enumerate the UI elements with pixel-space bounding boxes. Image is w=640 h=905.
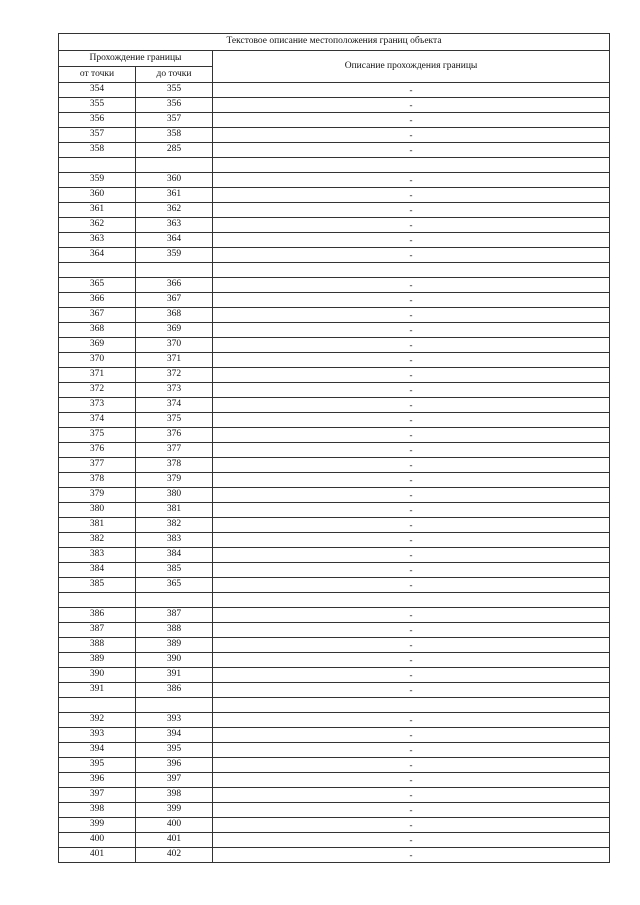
boundary-description-cell bbox=[213, 263, 610, 278]
from-point-cell: 356 bbox=[59, 113, 136, 128]
to-point-cell: 398 bbox=[136, 788, 213, 803]
table-row bbox=[59, 818, 610, 833]
to-point-cell bbox=[136, 158, 213, 173]
boundary-description-cell: - bbox=[213, 113, 610, 128]
to-point-cell: 401 bbox=[136, 833, 213, 848]
to-point-cell: 387 bbox=[136, 608, 213, 623]
table-row bbox=[59, 398, 610, 413]
boundary-description-cell: - bbox=[213, 128, 610, 143]
to-point-cell: 377 bbox=[136, 443, 213, 458]
to-point-cell: 285 bbox=[136, 143, 213, 158]
from-point-cell: 359 bbox=[59, 173, 136, 188]
table-row bbox=[59, 248, 610, 263]
table-row bbox=[59, 308, 610, 323]
boundary-description-cell: - bbox=[213, 458, 610, 473]
to-point-cell: 394 bbox=[136, 728, 213, 743]
from-point-cell: 377 bbox=[59, 458, 136, 473]
boundary-description-cell: - bbox=[213, 743, 610, 758]
table-row bbox=[59, 443, 610, 458]
to-point-cell: 362 bbox=[136, 203, 213, 218]
from-point-cell: 384 bbox=[59, 563, 136, 578]
boundary-description-cell: - bbox=[213, 848, 610, 863]
from-point-cell: 395 bbox=[59, 758, 136, 773]
to-point-cell bbox=[136, 593, 213, 608]
boundary-description-cell: - bbox=[213, 758, 610, 773]
table-row bbox=[59, 548, 610, 563]
boundary-description-cell: - bbox=[213, 638, 610, 653]
table-row bbox=[59, 173, 610, 188]
from-point-cell: 363 bbox=[59, 233, 136, 248]
boundary-description-cell: - bbox=[213, 323, 610, 338]
boundary-description-cell: - bbox=[213, 398, 610, 413]
from-point-cell: 398 bbox=[59, 803, 136, 818]
to-point-cell: 389 bbox=[136, 638, 213, 653]
from-point-cell: 379 bbox=[59, 488, 136, 503]
from-point-cell: 400 bbox=[59, 833, 136, 848]
from-point-cell: 369 bbox=[59, 338, 136, 353]
table-body bbox=[59, 83, 610, 863]
table-row bbox=[59, 788, 610, 803]
boundary-description-cell bbox=[213, 593, 610, 608]
table-row bbox=[59, 803, 610, 818]
boundary-description-cell: - bbox=[213, 803, 610, 818]
boundary-description-cell: - bbox=[213, 188, 610, 203]
boundary-description-cell: - bbox=[213, 353, 610, 368]
table-row bbox=[59, 368, 610, 383]
to-point-cell: 359 bbox=[136, 248, 213, 263]
from-point-cell bbox=[59, 158, 136, 173]
from-point-cell: 358 bbox=[59, 143, 136, 158]
from-point-cell: 394 bbox=[59, 743, 136, 758]
to-point-cell: 366 bbox=[136, 278, 213, 293]
from-point-cell: 360 bbox=[59, 188, 136, 203]
to-point-cell: 369 bbox=[136, 323, 213, 338]
from-point-cell: 361 bbox=[59, 203, 136, 218]
boundary-description-cell: - bbox=[213, 143, 610, 158]
from-point-cell: 375 bbox=[59, 428, 136, 443]
from-point-cell: 401 bbox=[59, 848, 136, 863]
table-row bbox=[59, 188, 610, 203]
boundary-description-cell: - bbox=[213, 473, 610, 488]
from-point-cell: 382 bbox=[59, 533, 136, 548]
boundary-description-cell: - bbox=[213, 518, 610, 533]
table-row bbox=[59, 413, 610, 428]
table-row bbox=[59, 698, 610, 713]
boundary-description-cell: - bbox=[213, 623, 610, 638]
boundary-description-cell: - bbox=[213, 278, 610, 293]
from-point-cell: 391 bbox=[59, 683, 136, 698]
table-row bbox=[59, 263, 610, 278]
table-row bbox=[59, 833, 610, 848]
to-point-cell: 379 bbox=[136, 473, 213, 488]
table-row bbox=[59, 593, 610, 608]
to-point-cell: 360 bbox=[136, 173, 213, 188]
boundary-description-cell: - bbox=[213, 203, 610, 218]
from-point-cell: 397 bbox=[59, 788, 136, 803]
boundary-description-table bbox=[58, 33, 610, 863]
boundary-description-cell: - bbox=[213, 818, 610, 833]
table-row bbox=[59, 83, 610, 98]
to-point-cell: 367 bbox=[136, 293, 213, 308]
boundary-description-cell: - bbox=[213, 563, 610, 578]
boundary-description-cell: - bbox=[213, 413, 610, 428]
to-point-cell: 381 bbox=[136, 503, 213, 518]
boundary-description-header: Описание прохождения границы bbox=[213, 51, 610, 83]
to-point-cell: 368 bbox=[136, 308, 213, 323]
to-point-cell: 375 bbox=[136, 413, 213, 428]
boundary-description-cell: - bbox=[213, 293, 610, 308]
to-point-cell: 397 bbox=[136, 773, 213, 788]
table-row bbox=[59, 383, 610, 398]
from-point-cell: 383 bbox=[59, 548, 136, 563]
to-point-cell: 393 bbox=[136, 713, 213, 728]
boundary-description-cell: - bbox=[213, 383, 610, 398]
boundary-description-cell: - bbox=[213, 713, 610, 728]
boundary-passage-header: Прохождение границы bbox=[59, 51, 213, 67]
boundary-description-cell: - bbox=[213, 533, 610, 548]
from-point-cell bbox=[59, 263, 136, 278]
from-point-cell: 389 bbox=[59, 653, 136, 668]
from-point-cell: 373 bbox=[59, 398, 136, 413]
to-point-cell: 386 bbox=[136, 683, 213, 698]
boundary-description-cell: - bbox=[213, 683, 610, 698]
table-row bbox=[59, 728, 610, 743]
boundary-description-cell: - bbox=[213, 773, 610, 788]
table-row bbox=[59, 488, 610, 503]
from-point-cell: 378 bbox=[59, 473, 136, 488]
boundary-description-cell: - bbox=[213, 218, 610, 233]
table-row bbox=[59, 608, 610, 623]
to-point-cell: 378 bbox=[136, 458, 213, 473]
to-point-cell: 365 bbox=[136, 578, 213, 593]
from-point-cell: 399 bbox=[59, 818, 136, 833]
boundary-description-cell: - bbox=[213, 98, 610, 113]
to-point-cell: 384 bbox=[136, 548, 213, 563]
to-point-cell: 376 bbox=[136, 428, 213, 443]
table-row bbox=[59, 338, 610, 353]
from-point-cell: 387 bbox=[59, 623, 136, 638]
to-point-header: до точки bbox=[136, 67, 213, 83]
from-point-cell: 355 bbox=[59, 98, 136, 113]
table-row bbox=[59, 218, 610, 233]
from-point-cell: 388 bbox=[59, 638, 136, 653]
to-point-cell: 396 bbox=[136, 758, 213, 773]
table-row bbox=[59, 563, 610, 578]
table-row bbox=[59, 578, 610, 593]
boundary-description-cell: - bbox=[213, 728, 610, 743]
table-row bbox=[59, 713, 610, 728]
boundary-description-cell: - bbox=[213, 788, 610, 803]
to-point-cell: 400 bbox=[136, 818, 213, 833]
table-row bbox=[59, 203, 610, 218]
table-row bbox=[59, 278, 610, 293]
table-row bbox=[59, 323, 610, 338]
to-point-cell: 399 bbox=[136, 803, 213, 818]
from-point-cell: 393 bbox=[59, 728, 136, 743]
boundary-description-cell: - bbox=[213, 503, 610, 518]
table-row bbox=[59, 143, 610, 158]
table-row bbox=[59, 233, 610, 248]
boundary-description-cell: - bbox=[213, 308, 610, 323]
from-point-cell: 367 bbox=[59, 308, 136, 323]
from-point-cell: 396 bbox=[59, 773, 136, 788]
table-title: Текстовое описание местоположения границ объекта bbox=[59, 34, 610, 51]
to-point-cell: 355 bbox=[136, 83, 213, 98]
from-point-cell: 390 bbox=[59, 668, 136, 683]
from-point-cell: 371 bbox=[59, 368, 136, 383]
from-point-cell: 381 bbox=[59, 518, 136, 533]
from-point-cell: 354 bbox=[59, 83, 136, 98]
table-row bbox=[59, 293, 610, 308]
to-point-cell bbox=[136, 263, 213, 278]
from-point-cell: 385 bbox=[59, 578, 136, 593]
from-point-cell: 374 bbox=[59, 413, 136, 428]
boundary-description-cell: - bbox=[213, 488, 610, 503]
table-row bbox=[59, 848, 610, 863]
to-point-cell: 356 bbox=[136, 98, 213, 113]
from-point-cell bbox=[59, 593, 136, 608]
boundary-description-cell: - bbox=[213, 653, 610, 668]
to-point-cell: 390 bbox=[136, 653, 213, 668]
table-row bbox=[59, 473, 610, 488]
from-point-cell: 362 bbox=[59, 218, 136, 233]
table-row bbox=[59, 623, 610, 638]
to-point-cell bbox=[136, 698, 213, 713]
boundary-description-cell bbox=[213, 698, 610, 713]
table-row bbox=[59, 758, 610, 773]
to-point-cell: 358 bbox=[136, 128, 213, 143]
boundary-description-cell: - bbox=[213, 368, 610, 383]
to-point-cell: 395 bbox=[136, 743, 213, 758]
from-point-cell: 372 bbox=[59, 383, 136, 398]
boundary-description-cell: - bbox=[213, 233, 610, 248]
from-point-cell: 376 bbox=[59, 443, 136, 458]
boundary-description-cell bbox=[213, 158, 610, 173]
boundary-description-cell: - bbox=[213, 578, 610, 593]
to-point-cell: 357 bbox=[136, 113, 213, 128]
to-point-cell: 385 bbox=[136, 563, 213, 578]
boundary-description-cell: - bbox=[213, 668, 610, 683]
table-row bbox=[59, 683, 610, 698]
to-point-cell: 388 bbox=[136, 623, 213, 638]
boundary-description-cell: - bbox=[213, 173, 610, 188]
to-point-cell: 371 bbox=[136, 353, 213, 368]
table-row bbox=[59, 518, 610, 533]
from-point-cell: 368 bbox=[59, 323, 136, 338]
table-row bbox=[59, 128, 610, 143]
boundary-description-cell: - bbox=[213, 608, 610, 623]
to-point-cell: 374 bbox=[136, 398, 213, 413]
from-point-cell: 357 bbox=[59, 128, 136, 143]
from-point-cell bbox=[59, 698, 136, 713]
from-point-cell: 365 bbox=[59, 278, 136, 293]
table-row bbox=[59, 533, 610, 548]
to-point-cell: 372 bbox=[136, 368, 213, 383]
to-point-cell: 361 bbox=[136, 188, 213, 203]
table-row bbox=[59, 668, 610, 683]
from-point-cell: 380 bbox=[59, 503, 136, 518]
boundary-description-cell: - bbox=[213, 833, 610, 848]
from-point-cell: 386 bbox=[59, 608, 136, 623]
from-point-cell: 370 bbox=[59, 353, 136, 368]
table-row bbox=[59, 113, 610, 128]
from-point-header: от точки bbox=[59, 67, 136, 83]
to-point-cell: 380 bbox=[136, 488, 213, 503]
to-point-cell: 370 bbox=[136, 338, 213, 353]
table-row bbox=[59, 503, 610, 518]
to-point-cell: 373 bbox=[136, 383, 213, 398]
table-row bbox=[59, 353, 610, 368]
boundary-description-cell: - bbox=[213, 248, 610, 263]
table-row bbox=[59, 428, 610, 443]
to-point-cell: 402 bbox=[136, 848, 213, 863]
table-row bbox=[59, 158, 610, 173]
to-point-cell: 363 bbox=[136, 218, 213, 233]
from-point-cell: 364 bbox=[59, 248, 136, 263]
table-row bbox=[59, 638, 610, 653]
boundary-description-cell: - bbox=[213, 428, 610, 443]
boundary-description-cell: - bbox=[213, 443, 610, 458]
to-point-cell: 391 bbox=[136, 668, 213, 683]
to-point-cell: 364 bbox=[136, 233, 213, 248]
from-point-cell: 392 bbox=[59, 713, 136, 728]
boundary-description-cell: - bbox=[213, 83, 610, 98]
table-row bbox=[59, 773, 610, 788]
to-point-cell: 382 bbox=[136, 518, 213, 533]
boundary-description-cell: - bbox=[213, 338, 610, 353]
table-row bbox=[59, 653, 610, 668]
from-point-cell: 366 bbox=[59, 293, 136, 308]
table-row bbox=[59, 743, 610, 758]
table-row bbox=[59, 458, 610, 473]
to-point-cell: 383 bbox=[136, 533, 213, 548]
boundary-description-cell: - bbox=[213, 548, 610, 563]
table-row bbox=[59, 98, 610, 113]
